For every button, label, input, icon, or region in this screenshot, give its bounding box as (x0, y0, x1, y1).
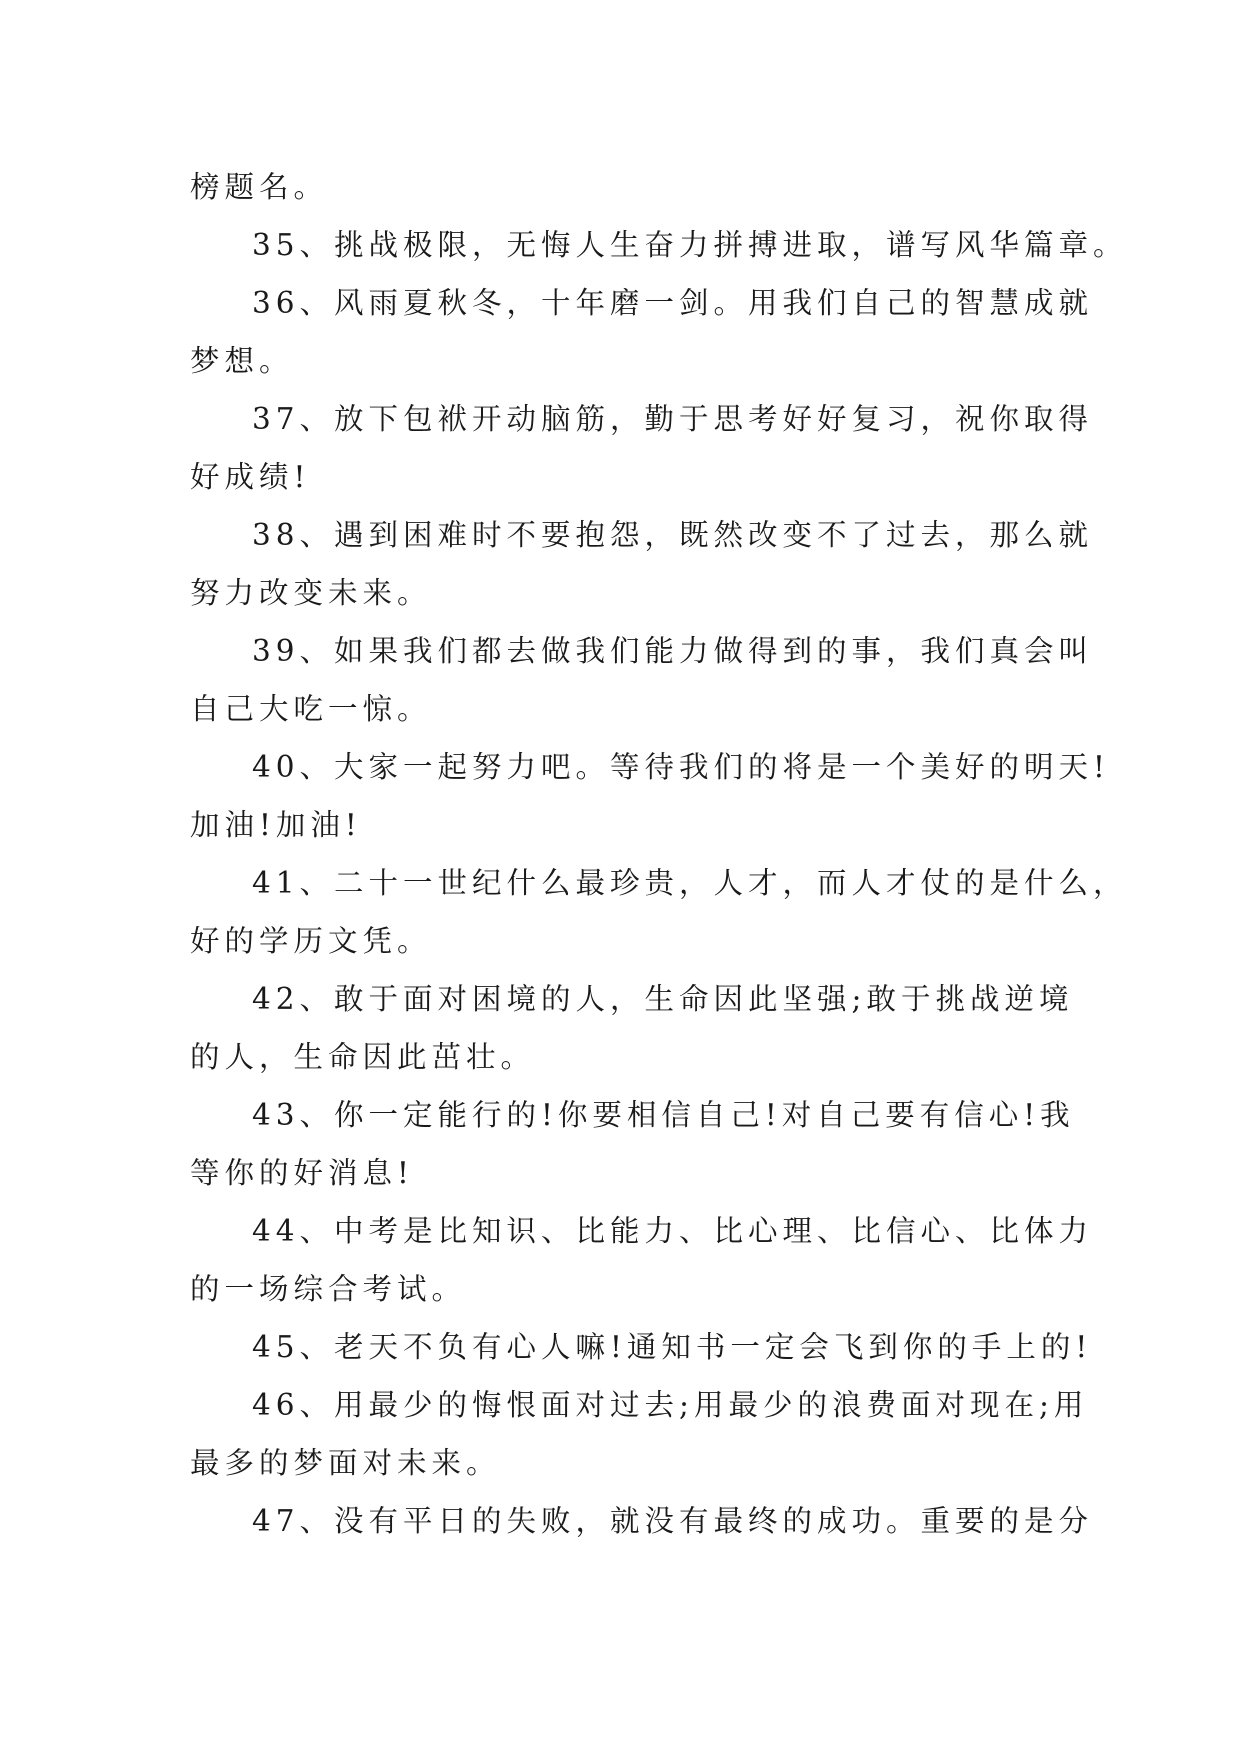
text-line-10: 自己大吃一惊。 (190, 692, 432, 726)
text-line-13: 41、二十一世纪什么最珍贵，人才，而人才仗的是什么， (252, 866, 1128, 900)
text-line-5: 37、放下包袱开动脑筋，勤于思考好好复习，祝你取得 (252, 402, 1094, 436)
text-line-18: 等你的好消息! (190, 1156, 414, 1190)
document-body (190, 158, 1128, 1550)
text-line-22: 46、用最少的悔恨面对过去;用最少的浪费面对现在;用 (252, 1388, 1089, 1422)
text-line-20: 的一场综合考试。 (190, 1272, 467, 1306)
text-line-9: 39、如果我们都去做我们能力做得到的事，我们真会叫 (252, 634, 1094, 668)
text-line-11: 40、大家一起努力吧。等待我们的将是一个美好的明天! (252, 750, 1110, 784)
text-line-3: 36、风雨夏秋冬，十年磨一剑。用我们自己的智慧成就 (252, 286, 1094, 320)
text-line-17: 43、你一定能行的!你要相信自己!对自己要有信心!我 (252, 1098, 1075, 1132)
text-line-21: 45、老天不负有心人嘛!通知书一定会飞到你的手上的! (252, 1330, 1093, 1364)
text-line-12: 加油!加油! (190, 808, 362, 842)
text-line-23: 最多的梦面对未来。 (190, 1446, 501, 1480)
text-line-16: 的人，生命因此茁壮。 (190, 1040, 536, 1074)
text-line-4: 梦想。 (190, 344, 294, 378)
text-line-14: 好的学历文凭。 (190, 924, 432, 958)
text-line-24: 47、没有平日的失败，就没有最终的成功。重要的是分 (252, 1504, 1094, 1538)
text-line-1: 榜题名。 (190, 170, 329, 204)
text-line-15: 42、敢于面对困境的人，生命因此坚强;敢于挑战逆境 (252, 982, 1074, 1016)
text-line-19: 44、中考是比知识、比能力、比心理、比信心、比体力 (252, 1214, 1094, 1248)
text-line-2: 35、挑战极限，无悔人生奋力拼搏进取，谱写风华篇章。 (252, 228, 1128, 262)
text-line-6: 好成绩! (190, 460, 311, 494)
text-line-7: 38、遇到困难时不要抱怨，既然改变不了过去，那么就 (252, 518, 1094, 552)
text-line-8: 努力改变未来。 (190, 576, 432, 610)
